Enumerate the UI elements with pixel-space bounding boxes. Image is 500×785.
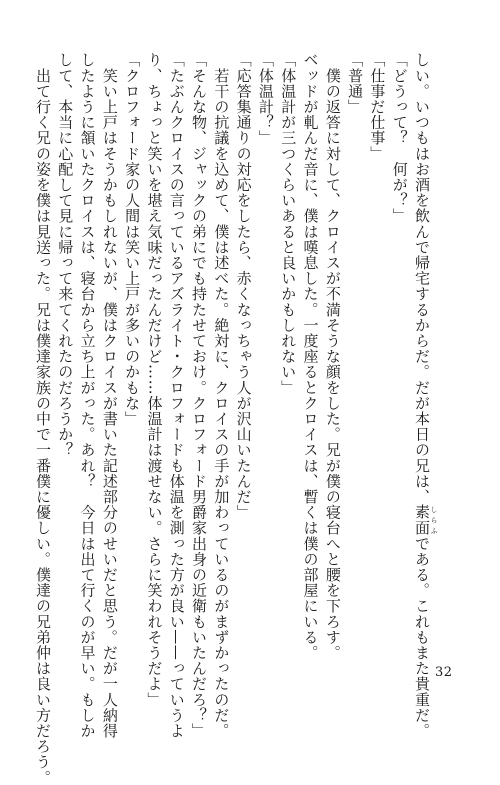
text-line: 「体温計が三つくらいあると良いかもしれない」 bbox=[279, 52, 298, 396]
text-line: 「そんな物、ジャックの弟にでも持たせておけ。クロフォード男爵家出身の近衛もいたんだろ？」 bbox=[190, 52, 209, 739]
text-line: り、ちょっと笑いを堪え気味だったんだけど……体温計は渡せない。さらに笑われそうだよ」 bbox=[145, 52, 164, 708]
page-number: 32 bbox=[435, 665, 453, 680]
vertical-text-body bbox=[33, 52, 438, 785]
text-line: しい。いつもはお酒を飲んで帰宅するからだ。だが本日の兄は、素面 しらふである。これもまた貴重だ。 bbox=[413, 52, 438, 739]
text-line: 笑い上戸はそうかもしれないが、僕はクロイスが書いた記述部分のせいだと思う。だが一人納得 bbox=[100, 52, 119, 739]
text-line: 「普通」 bbox=[346, 52, 365, 115]
text-line: したように頷いたクロイスは、寝台から立ち上がった。あれ？ 今日は出て行くのが早い。もしか bbox=[78, 52, 97, 739]
text-line: 「どうって？ 何が？」 bbox=[390, 52, 409, 224]
ruby-reading: しらふ bbox=[430, 504, 438, 536]
text-line: 「たぶんクロイスの言っているアズライト・クロフォードも体温を測った方が良い——っていうよ bbox=[167, 52, 186, 739]
text-line: 僕の返答に対して、クロイスが不満そうな顔をした。兄が僕の寝台へと腰を下ろす。 bbox=[323, 52, 342, 661]
ruby-annotation: 素面 しらふ bbox=[413, 504, 438, 536]
text-line: して、本当に心配して見に帰って来てくれたのだろうか？ bbox=[56, 52, 75, 458]
text-line: 「体温計？」 bbox=[256, 52, 275, 146]
text-line: 出て行く兄の姿を僕は見送った。兄は僕達家族の中で一番僕に優しい。僕達の兄弟仲は良い方だろう。 bbox=[33, 52, 52, 785]
text-line: 若干の抗議を込めて、僕は述べた。絶対に、クロイスの手が加わっているのがまずかったのだ。 bbox=[212, 52, 231, 739]
text-line: 「クロフォード家の人間は笑い上戸が多いのかもな」 bbox=[123, 52, 142, 427]
text-line: ベッドが軋んだ音に、僕は嘆息した。一度座るとクロイスは、暫くは僕の部屋にいる。 bbox=[301, 52, 320, 661]
text-line: 「応答集通りの対応をしたら、赤くなっちゃう人が沢山いたんだ」 bbox=[234, 52, 253, 520]
text-line: 「仕事だ仕事」 bbox=[368, 52, 387, 162]
